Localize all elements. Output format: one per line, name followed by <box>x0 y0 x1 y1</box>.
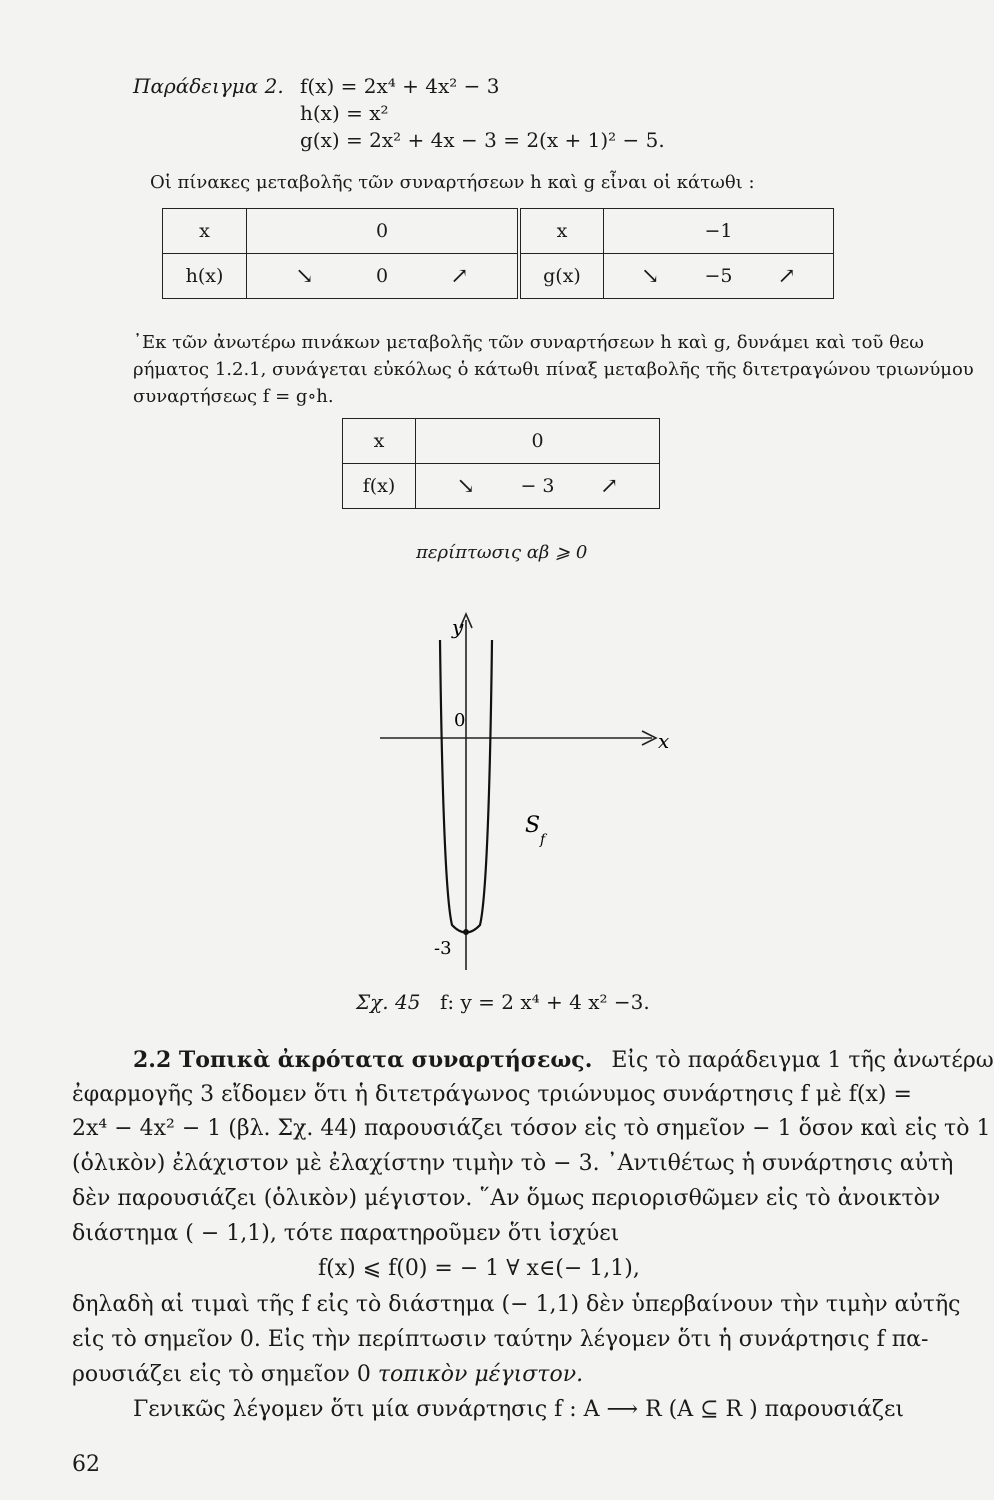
table-f-f-value: − 3 <box>516 464 560 509</box>
curve-label: S <box>525 813 541 838</box>
case-label: περίπτωσις αβ ⩾ 0 <box>416 542 588 563</box>
f-definition: f(x) = 2x⁴ + 4x² − 3 <box>300 74 500 98</box>
arrow-up-icon: ↗ <box>600 473 619 499</box>
paragraph-line: ᾽Εκ τῶν ἀνωτέρω πινάκων μεταβολῆς τῶν συναρτήσεων h καὶ g, δυνάμει καὶ τοῦ θεω <box>133 332 924 353</box>
table-h-f-label: h(x) <box>163 254 247 299</box>
g-definition: g(x) = 2x² + 4x − 3 = 2(x + 1)² − 5. <box>300 128 665 152</box>
minimum-label: -3 <box>434 938 452 959</box>
body-line: ἐφαρμογῆς 3 εἴδομεν ὅτι ἡ διτετράγωνος τριώνυμος συνάρτησις f μὲ f(x) = <box>72 1082 912 1107</box>
body-line: διάστημα ( − 1,1), τότε παρατηροῦμεν ὅτι ἰσχύει <box>72 1221 620 1246</box>
table-h-x-label: x <box>163 209 247 254</box>
arrow-down-icon: ↘ <box>641 263 660 289</box>
paragraph-line: ρήματος 1.2.1, συνάγεται εὐκόλως ὁ κάτωθι πίναξ μεταβολῆς τῆς διτετραγώνου τριωνύμου <box>133 359 974 380</box>
section-heading-rest: Εἰς τὸ παράδειγμα 1 τῆς ἀνωτέρω <box>611 1048 994 1073</box>
variation-table-g <box>520 208 834 299</box>
intro-text: Οἱ πίνακες μεταβολῆς τῶν συναρτήσεων h καὶ g εἶναι οἱ κάτωθι : <box>150 172 755 193</box>
table-f-f-label: f(x) <box>343 464 416 509</box>
body-line: εἰς τὸ σημεῖον 0. Εἰς τὴν περίπτωσιν ταύτην λέγομεν ὅτι ἡ συνάρτησις f πα- <box>72 1327 929 1352</box>
table-f-x-label: x <box>343 419 416 464</box>
table-g-f-value: −5 <box>697 254 741 299</box>
body-line: δηλαδὴ αἱ τιμαὶ τῆς f εἰς τὸ διάστημα (− 1,1) δὲν ὑπερβαίνουν τὴν τιμὴν αὐτῆς <box>72 1292 961 1317</box>
arrow-down-icon: ↘ <box>456 473 475 499</box>
table-f-x-value: 0 <box>516 419 560 464</box>
table-g-x-value: −1 <box>697 209 741 254</box>
body-line: 2x⁴ − 4x² − 1 (βλ. Σχ. 44) παρουσιάζει τόσον εἰς τὸ σημεῖον − 1 ὅσον καὶ εἰς τὸ 1 <box>72 1116 991 1141</box>
body-line: Γενικῶς λέγομεν ὅτι μία συνάρτησις f : A ⟶ R (A ⊆ R ) παρουσιάζει <box>133 1397 904 1422</box>
body-line <box>72 1362 583 1387</box>
x-axis-label: x <box>658 729 670 753</box>
table-g-x-label: x <box>521 209 604 254</box>
table-h-x-value: 0 <box>362 209 402 254</box>
table-h-f-value: 0 <box>362 254 402 299</box>
curve-subscript: f <box>540 832 546 848</box>
body-line: δὲν παρουσιάζει (ὁλικὸν) μέγιστον. ῞Αν ὅμως περιορισθῶμεν εἰς τὸ ἀνοικτὸν <box>72 1186 941 1211</box>
section-heading-line <box>133 1047 994 1073</box>
body-line-text: ρουσιάζει εἰς τὸ σημεῖον 0 <box>72 1362 378 1387</box>
arrow-down-icon: ↘ <box>295 263 314 289</box>
variation-table-h <box>162 208 518 299</box>
figure-formula: f: y = 2 x⁴ + 4 x² −3. <box>440 990 650 1014</box>
inequality: f(x) ⩽ f(0) = − 1 ∀ x∈(− 1,1), <box>318 1256 640 1281</box>
paragraph-line: συναρτήσεως f = g∘h. <box>133 386 334 407</box>
variation-table-f <box>342 418 660 509</box>
h-definition: h(x) = x² <box>300 101 389 125</box>
arrow-up-icon: ↗ <box>450 263 469 289</box>
example-label: Παράδειγμα 2. <box>133 74 284 98</box>
parabola-graph <box>380 600 690 980</box>
page-number: 62 <box>72 1452 100 1477</box>
local-maximum-term: τοπικὸν μέγιστον. <box>377 1362 584 1387</box>
y-axis-label: y <box>452 615 464 639</box>
figure-number: Σχ. 45 <box>356 990 421 1014</box>
arrow-up-icon: ↗ <box>777 263 796 289</box>
section-heading: 2.2 Τοπικὰ ἀκρότατα συναρτήσεως. <box>133 1047 593 1073</box>
body-line: (ὁλικὸν) ἐλάχιστον μὲ ἐλαχίστην τιμὴν τὸ − 3. ᾽Αντιθέτως ἡ συνάρτησις αὐτὴ <box>72 1151 954 1176</box>
origin-label: 0 <box>454 710 466 731</box>
table-g-f-label: g(x) <box>521 254 604 299</box>
